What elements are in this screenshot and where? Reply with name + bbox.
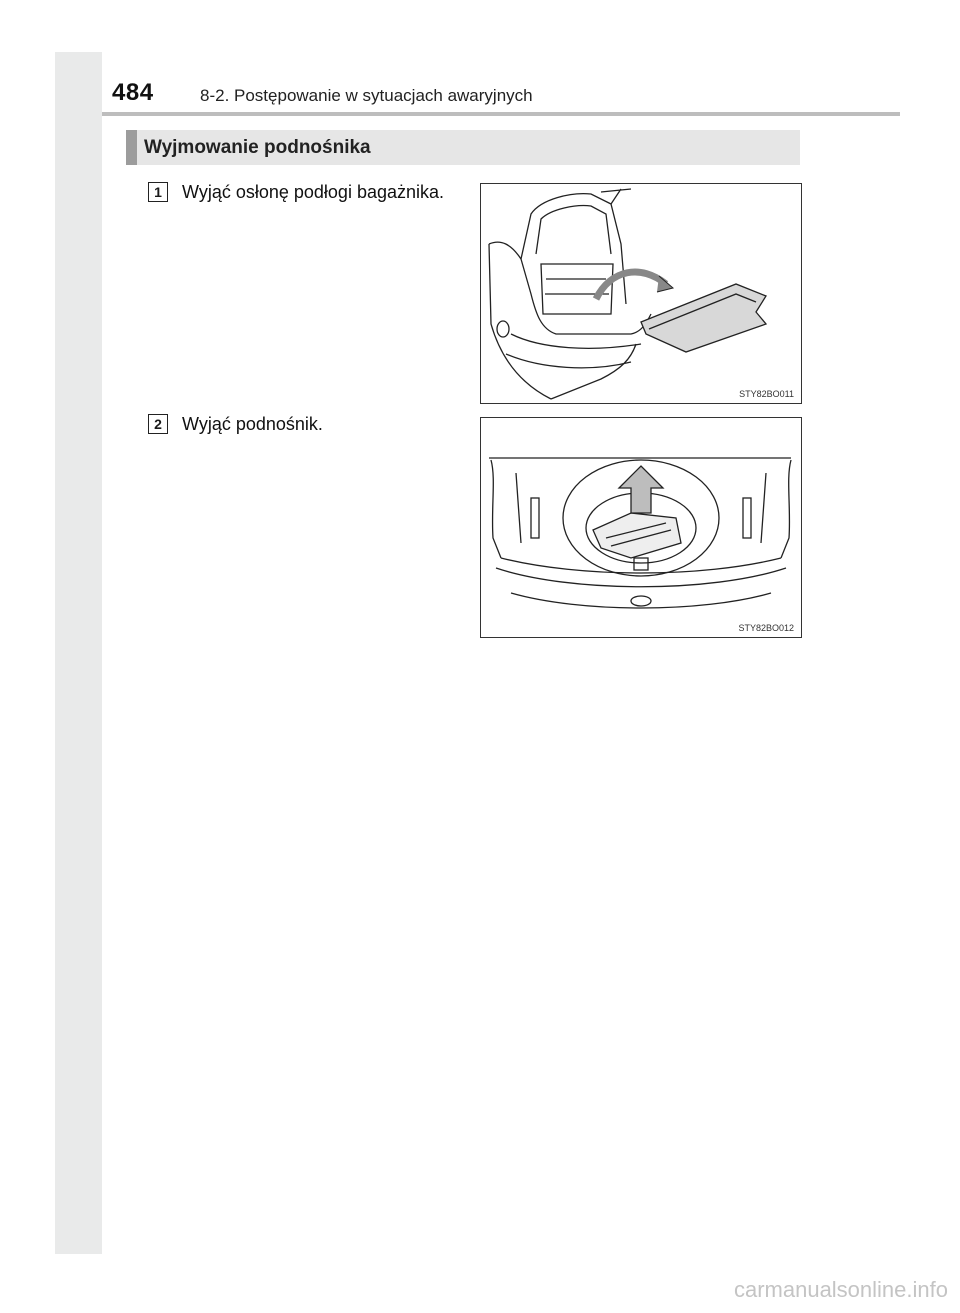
step-1-text: Wyjąć osłonę podłogi bagażnika. xyxy=(182,182,445,202)
section-title: Wyjmowanie podnośnika xyxy=(144,137,371,158)
side-margin-strip xyxy=(55,52,102,1254)
watermark: carmanualsonline.info xyxy=(733,1277,948,1302)
step-1-number: 1 xyxy=(148,182,168,202)
step-2-text: Wyjąć podnośnik. xyxy=(182,414,323,434)
section-accent xyxy=(126,130,137,165)
figure-remove-jack xyxy=(480,417,802,638)
figure-code: STY82BO011 xyxy=(739,389,794,399)
step-2-number: 2 xyxy=(148,414,168,434)
jack-removal-illustration xyxy=(481,418,801,637)
figure-remove-trunk-cover xyxy=(480,183,802,404)
trunk-cover-illustration xyxy=(481,184,801,403)
page-number: 484 xyxy=(112,79,154,106)
chapter-title: 8-2. Postępowanie w sytuacjach awaryjnych xyxy=(200,86,533,105)
header-divider xyxy=(102,112,900,116)
figure-code: STY82BO012 xyxy=(738,623,794,633)
